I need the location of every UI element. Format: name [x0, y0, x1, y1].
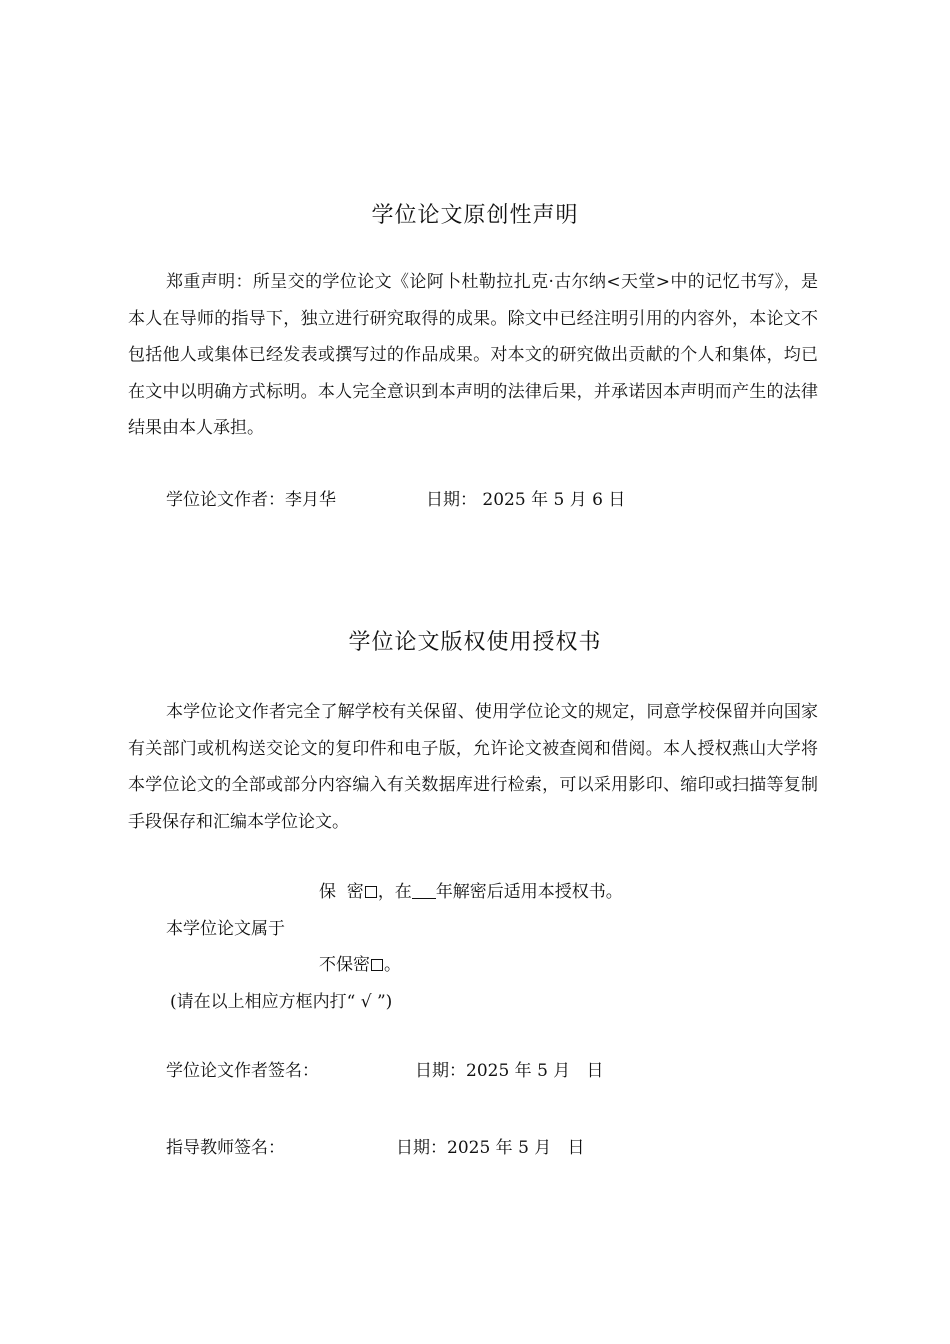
- originality-date: 日期： 2025 年 5 月 6 日: [426, 490, 626, 510]
- authorization-title: 学位论文版权使用授权书: [348, 630, 602, 655]
- instruction-text: (请在以上相应方框内打“ √ ”): [170, 992, 393, 1012]
- belongs-label: 本学位论文属于: [166, 919, 285, 939]
- authorization-body: 本学位论文作者完全了解学校有关保留、使用学位论文的规定，同意学校保留并向国家有关部门或机构送交论文的复印件和电子版，允许论文被查阅和借阅。本人授权燕山大学将本学位论文的全部或部分内容编入有关数据库进行检索，可以采用影印、缩印或扫描等复制手段保存和汇编本学位论文。: [128, 702, 818, 832]
- originality-body: 郑重声明：所呈交的学位论文《论阿卜杜勒拉扎克·古尔纳<天堂>中的记忆书写》，是本人在导师的指导下，独立进行研究取得的成果。除文中已经注明引用的内容外，本论文不包括他人或集体已经发表或撰写过的作品成果。对本文的研究做出贡献的个人和集体，均已在文中以明确方式标明。本人完全意识到本声明的法律后果，并承诺因本声明而产生的法律结果由本人承担。: [128, 272, 818, 438]
- author-signature-label: 学位论文作者签名：: [166, 1061, 319, 1081]
- secret-checkbox[interactable]: [365, 886, 377, 898]
- advisor-signature-label: 指导教师签名：: [166, 1138, 285, 1158]
- secret-years-blank[interactable]: [412, 884, 436, 899]
- secret-option: [319, 877, 623, 902]
- not-secret-option: [319, 950, 401, 975]
- not-secret-suffix: 。: [384, 955, 401, 975]
- not-secret-checkbox[interactable]: [371, 959, 383, 971]
- secret-middle: ，在: [377, 882, 412, 902]
- not-secret-label: 不保密: [319, 955, 370, 975]
- author-signature-date: 日期：2025 年 5 月 日: [415, 1061, 604, 1081]
- advisor-signature-date: 日期：2025 年 5 月 日: [396, 1138, 585, 1158]
- originality-author: 学位论文作者：李月华: [166, 490, 336, 510]
- secret-label: 保 密: [319, 882, 364, 902]
- secret-suffix: 年解密后适用本授权书。: [435, 882, 623, 902]
- originality-title: 学位论文原创性声明: [371, 203, 579, 228]
